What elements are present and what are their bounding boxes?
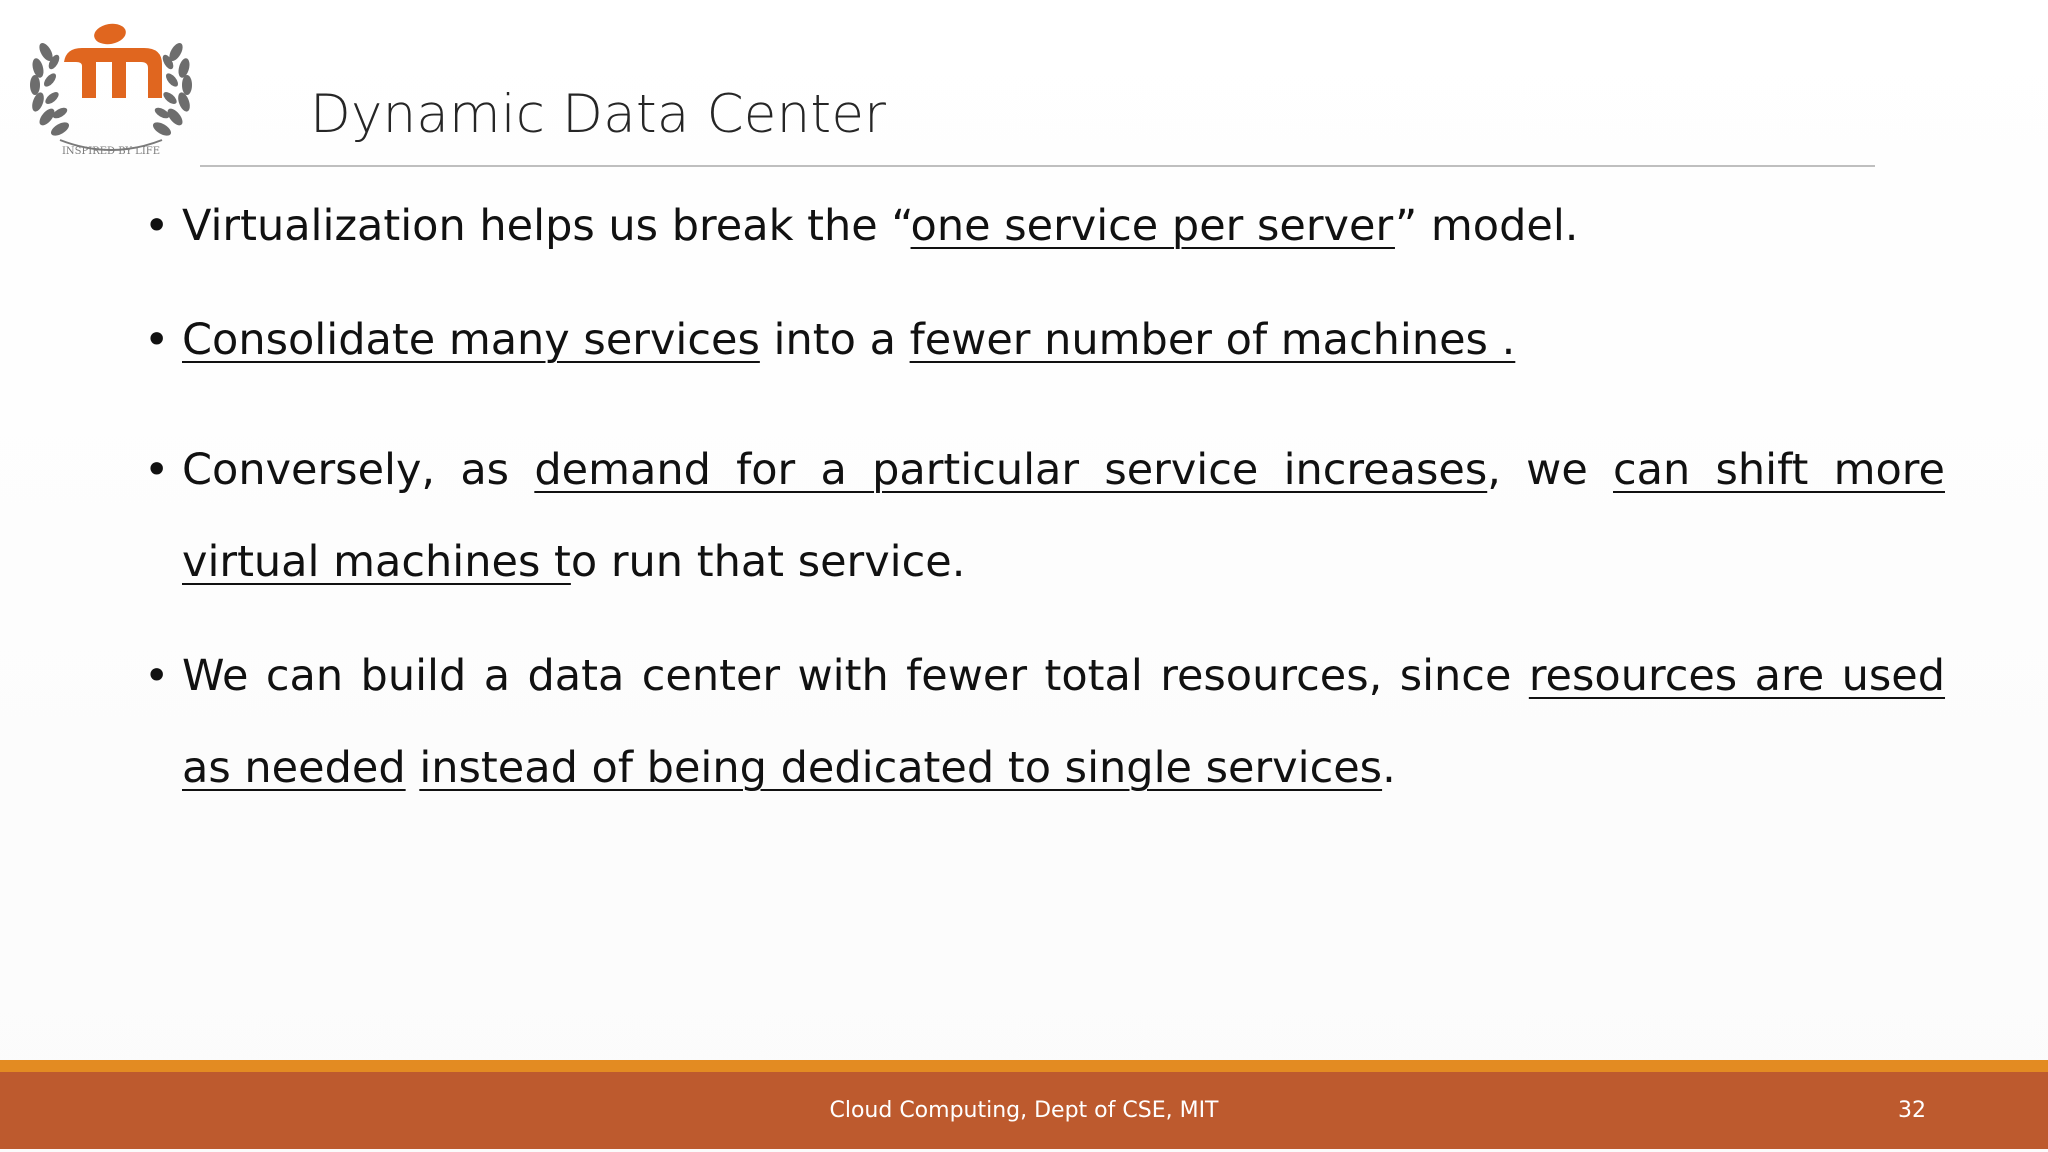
footer-text: Cloud Computing, Dept of CSE, MIT <box>829 1098 1219 1123</box>
footer-accent-band <box>0 1060 2048 1072</box>
page-number: 32 <box>1898 1098 1926 1123</box>
bullet-item <box>140 630 1945 814</box>
laurel-left <box>30 41 71 138</box>
title-divider <box>200 165 1875 167</box>
underlined-phrase: Consolidate many services <box>182 315 760 365</box>
bullet-text: into a <box>759 315 910 365</box>
underlined-phrase: fewer number of machines . <box>909 315 1516 365</box>
slide-title: Dynamic Data Center <box>310 84 887 145</box>
underlined-phrase: resources are used as needed <box>182 651 1946 793</box>
bullet-text: . <box>1382 743 1396 793</box>
underlined-phrase: instead of being dedicated to single services <box>419 743 1383 793</box>
svg-text:INSPIRED BY LIFE: INSPIRED BY LIFE <box>61 146 161 157</box>
bullet-item <box>140 310 1945 370</box>
underlined-phrase: can shift more virtual machines t <box>182 445 1945 587</box>
bullet-text: o run that service. <box>570 537 966 587</box>
bullet-text: ” model. <box>1394 201 1579 251</box>
underlined-phrase: demand for a particular service increases <box>534 445 1488 495</box>
bullet-list <box>140 196 1945 836</box>
bullet-text <box>406 743 420 793</box>
bullet-text: , we <box>1487 445 1614 495</box>
bullet-item <box>140 196 1945 256</box>
bullet-item <box>140 424 1945 608</box>
mit-manipal-logo-icon <box>20 12 202 164</box>
bullet-text: Virtualization helps us break the “ <box>182 201 911 251</box>
underlined-phrase: one service per server <box>910 201 1395 251</box>
bullet-text: Conversely, as <box>182 445 535 495</box>
bullet-text: We can build a data center with fewer total resources, since <box>182 651 1529 701</box>
footer-bar <box>0 1072 2048 1149</box>
